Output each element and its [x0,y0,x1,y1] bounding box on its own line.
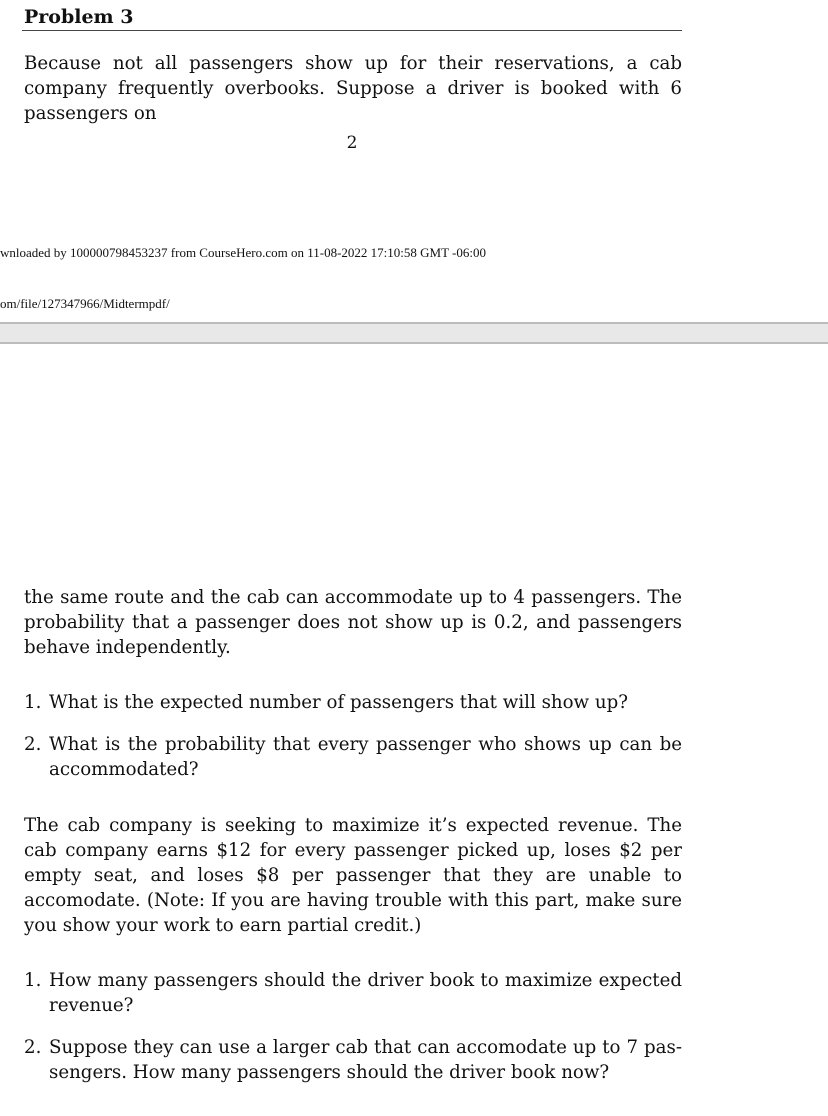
question-text: Suppose they can use a larger cab that can accomodate up to 7 pas- sengers. How many passengers should the driver book now? [49,1037,682,1083]
page-break-separator [0,322,828,344]
question-list-b [0,968,682,1085]
title-divider [22,30,682,31]
question-text: What is the probability that every passenger who shows up can be accommodated? [49,734,682,780]
page-number: 2 [346,133,358,153]
list-item [0,690,682,715]
download-footer: wnloaded by 100000798453237 from CourseHero.com on 11-08-2022 17:10:58 GMT -06:00 [0,245,487,260]
question-text: How many passengers should the driver book to maximize expected revenue? [49,970,682,1016]
question-number: 1. [24,970,42,991]
problem-intro-part2: the same route and the cab can accommodate up to 4 passengers. The probability that a passenger does not show up is 0.2, and passengers behave independently. [24,587,682,658]
problem-title: Problem 3 [24,6,134,28]
revenue-paragraph: The cab company is seeking to maximize it’s expected revenue. The cab company earns $12 for every passenger picked up, loses $2 per empty seat, and loses $8 per passenger that they are unable to accomodate. (Note: If you are having trouble with this part, make sure you show your work to earn partial credit.) [24,815,682,936]
question-number: 1. [24,692,42,713]
list-item [0,732,682,782]
problem-intro-part1: Because not all passengers show up for their reservations, a cab company frequently overbooks. Suppose a driver is booked with 6 passengers on [24,53,682,124]
file-url-footer: om/file/127347966/Midtermpdf/ [0,296,170,311]
question-text: What is the expected number of passengers that will show up? [49,692,629,713]
question-list-a [0,690,682,782]
question-number: 2. [24,1037,42,1058]
list-item [0,1035,682,1085]
question-number: 2. [24,734,42,755]
list-item [0,968,682,1018]
